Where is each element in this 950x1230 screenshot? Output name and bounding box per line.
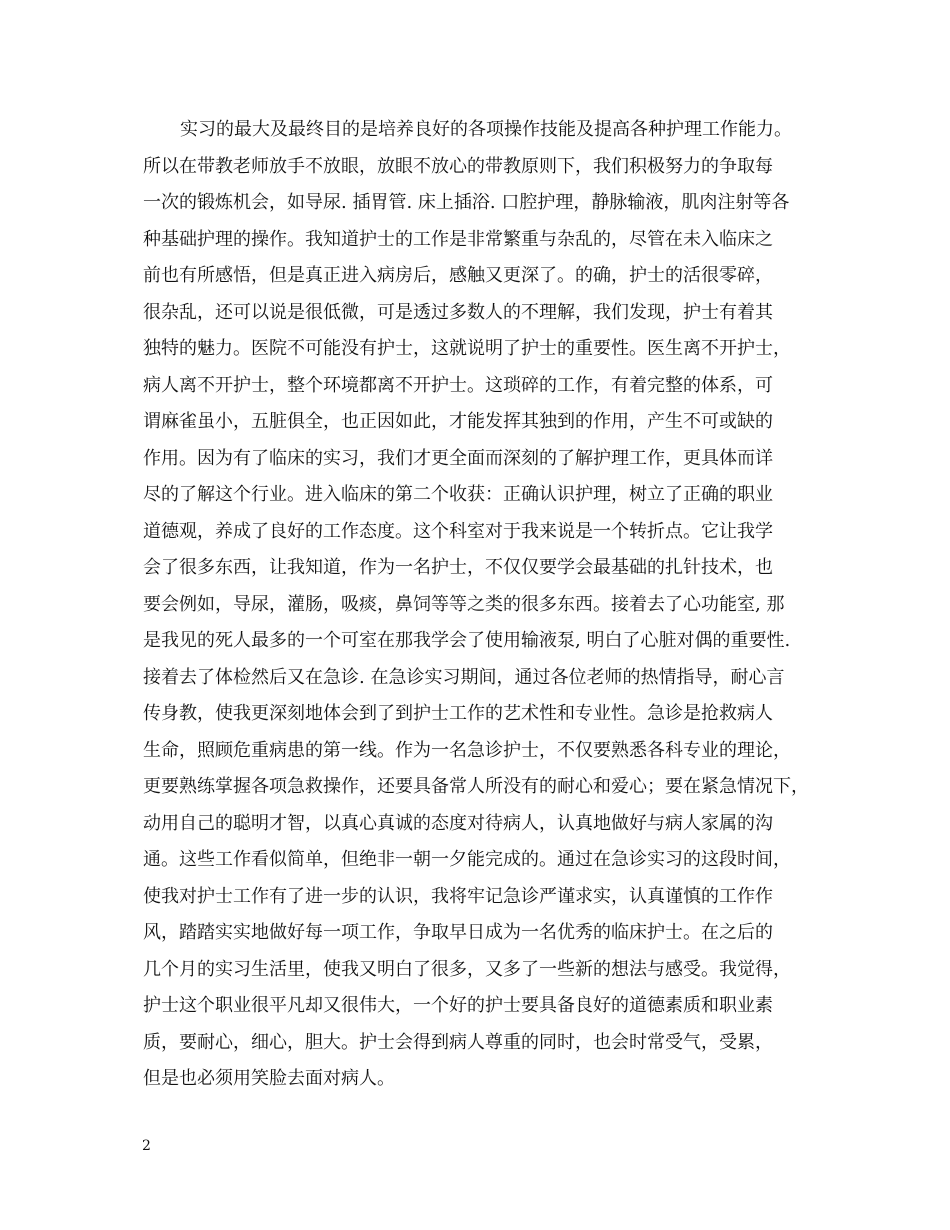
paragraph-line-12: 道德观，养成了良好的工作态度。这个科室对于我来说是一个转折点。它让我学 (143, 520, 773, 542)
paragraph-line-13: 会了很多东西，让我知道，作为一名护士，不仅仅要学会最基础的扎针技术，也 (143, 557, 773, 578)
paragraph-line-6: 很杂乱，还可以说是很低微，可是透过多数人的不理解，我们发现，护士有着其 (143, 301, 773, 323)
paragraph-line-25: 护士这个职业很平凡却又很伟大，一个好的护士要具备良好的道德素质和职业素 (143, 995, 773, 1016)
paragraph-line-7: 独特的魅力。医院不可能没有护士，这就说明了护士的重要性。医生离不开护士， (143, 338, 791, 359)
paragraph-line-10: 作用。因为有了临床的实习，我们才更全面而深刻的了解护理工作，更具体而详 (143, 447, 773, 469)
paragraph-line-8: 病人离不开护士，整个环境都离不开护士。这琐碎的工作，有着完整的体系，可 (143, 374, 773, 396)
body-paragraph (143, 112, 843, 1098)
paragraph-line-4: 种基础护理的操作。我知道护士的工作是非常繁重与杂乱的，尽管在未入临床之 (143, 228, 773, 250)
paragraph-line-2: 所以在带教老师放手不放眼，放眼不放心的带教原则下，我们积极努力的争取每 (143, 155, 773, 177)
paragraph-line-27: 但是也必须用笑脸去面对病人。 (143, 1068, 395, 1089)
page-number: 2 (142, 1138, 151, 1154)
paragraph-line-16: 接着去了体检然后又在急诊. 在急诊实习期间，通过各位老师的热情指导，耐心言 (143, 666, 785, 688)
paragraph-line-21: 通。这些工作看似简单，但绝非一朝一夕能完成的。通过在急诊实习的这段时间， (143, 849, 791, 870)
paragraph-line-5: 前也有所感悟，但是真正进入病房后，感触又更深了。的确，护士的活很零碎， (143, 265, 773, 286)
paragraph-line-20: 动用自己的聪明才智，以真心真诚的态度对待病人，认真地做好与病人家属的沟 (143, 812, 773, 834)
paragraph-line-9: 谓麻雀虽小，五脏俱全，也正因如此，才能发挥其独到的作用，产生不可或缺的 (143, 411, 773, 432)
paragraph-line-17: 传身教，使我更深刻地体会到了到护士工作的艺术性和专业性。急诊是抢救病人 (143, 703, 773, 724)
paragraph-line-11: 尽的了解这个行业。进入临床的第二个收获：正确认识护理，树立了正确的职业 (143, 484, 773, 505)
paragraph-line-19: 更要熟练掌握各项急救操作，还要具备常人所没有的耐心和爱心；要在紧急情况下， (143, 776, 809, 797)
paragraph-line-18: 生命，照顾危重病患的第一线。作为一名急诊护士，不仅要熟悉各科专业的理论， (143, 739, 791, 761)
paragraph-line-3: 一次的锻炼机会，如导尿. 插胃管. 床上插浴. 口腔护理，静脉输液，肌肉注射等各 (143, 192, 790, 213)
paragraph-line-24: 几个月的实习生活里，使我又明白了很多，又多了一些新的想法与感受。我觉得， (143, 958, 791, 980)
paragraph-line-1: 实习的最大及最终目的是培养良好的各项操作技能及提高各种护理工作能力。 (180, 119, 792, 140)
paragraph-line-14: 要会例如，导尿，灌肠，吸痰，鼻饲等等之类的很多东西。接着去了心功能室, 那 (143, 593, 785, 615)
paragraph-line-22: 使我对护士工作有了进一步的认识，我将牢记急诊严谨求实，认真谨慎的工作作 (143, 885, 773, 907)
paragraph-line-23: 风，踏踏实实地做好每一项工作，争取早日成为一名优秀的临床护士。在之后的 (143, 922, 773, 943)
paragraph-line-15: 是我见的死人最多的一个可室在那我学会了使用输液泵, 明白了心脏对偶的重要性. (143, 630, 791, 651)
paragraph-line-26: 质，要耐心，细心，胆大。护士会得到病人尊重的同时，也会时常受气，受累， (143, 1031, 773, 1053)
